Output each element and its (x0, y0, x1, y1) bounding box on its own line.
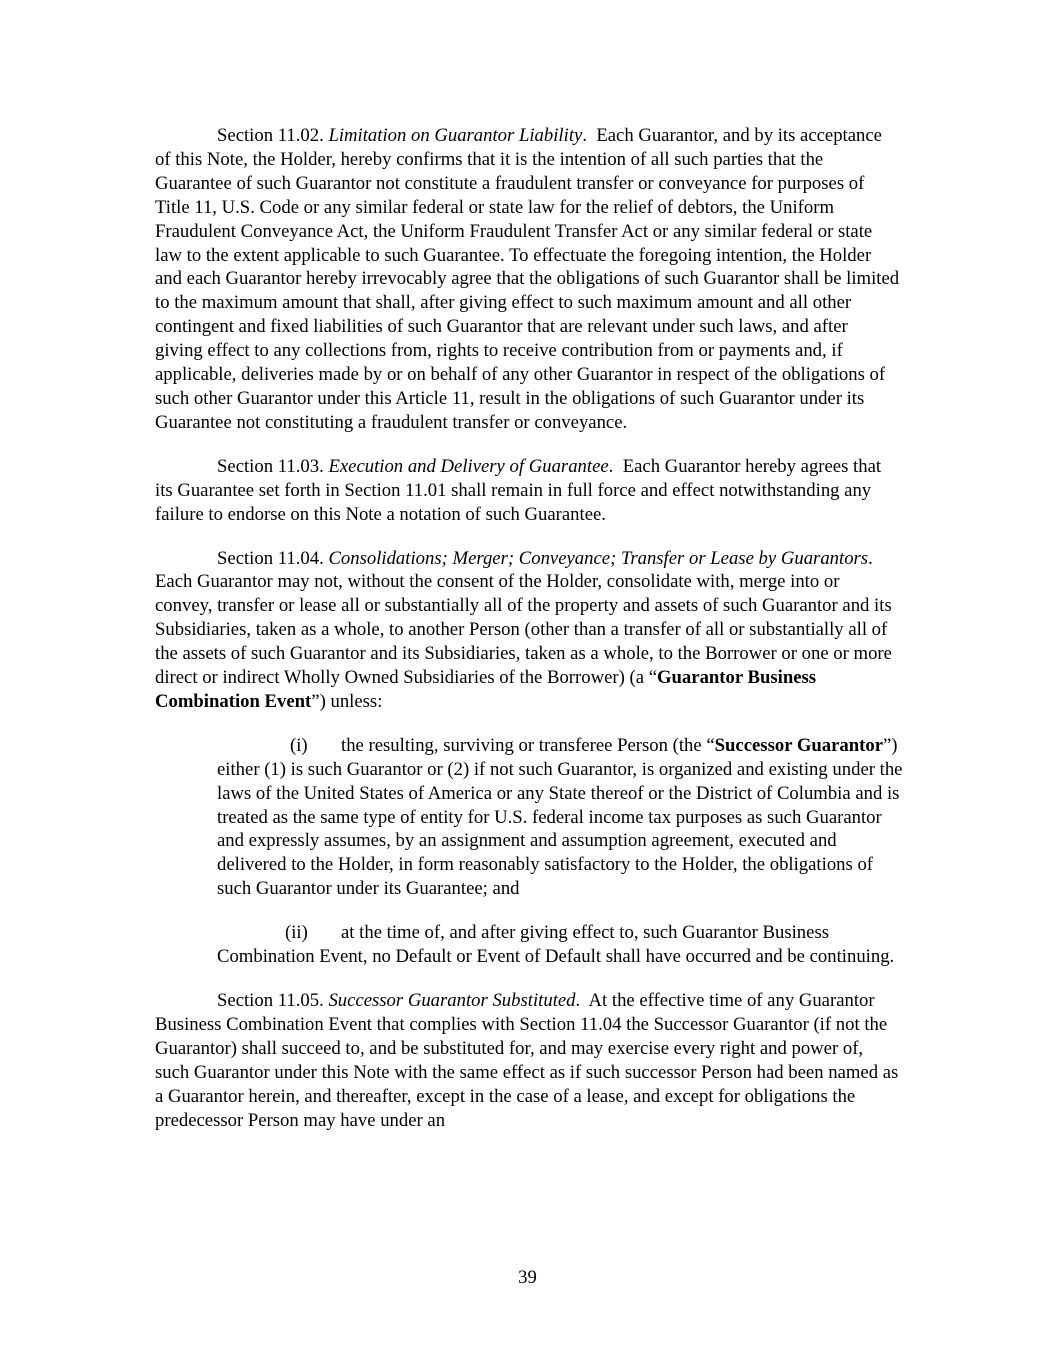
section-11-03: Section 11.03. Execution and Delivery of Guarantee. Each Guarantor hereby agrees that its Guarantee set forth in Section 11.01 shall remain in full force and effect notwithstanding any failure to endorse on this Note a notation of such Guarantee. (155, 455, 882, 525)
section-number: Section 11.02. (217, 125, 324, 146)
section-title: Successor Guarantor Substituted (328, 990, 576, 1011)
section-title: Execution and Delivery of Guarantee (328, 455, 609, 477)
page-number: 39 (518, 1267, 537, 1288)
section-number: Section 11.04. (217, 547, 324, 569)
section-11-05: Section 11.05. Successor Guarantor Substituted. At the effective time of any Guarantor Business Combination Event that complies with Section 11.04 the Successor Guarantor (if not the Guarantor) shall succeed to, and be substituted for, and may exercise every right and power of, such Guarantor under this Note with the same effect as if such successor Person had been named as a Guarantor herein, and thereafter, except in the case of a lease, and except for obligations the predecessor Person may have under an (155, 990, 899, 1131)
section-number: Section 11.05. (217, 990, 324, 1011)
clause-text: at the time of, and after giving effect to, such Guarantor Business Combination Event, no Default or Event of Default shall have occurred and be continuing. (217, 922, 895, 968)
defined-term: Guarantor Business Combination Event (155, 667, 817, 712)
section-body: Each Guarantor, and by its acceptance of this Note, the Holder, hereby confirms that it is the intention of all such parties that the Guarantee of such Guarantor not constitute a fraudulent transfer or conveyance for purposes of Title 11, U.S. Code or any similar federal or state law for the relief of debtors, the Uniform Fraudulent Conveyance Act, the Uniform Fraudulent Transfer Act or any similar federal or state law to the extent applicable to such Guarantee. To effectuate the foregoing intention, the Holder and each Guarantor hereby irrevocably agree that the obligations of such Guarantor shall be limited to the maximum amount that shall, after giving effect to such maximum amount and all other contingent and fixed liabilities of such Guarantor that are relevant under such laws, and after giving effect to any collections from, rights to receive contribution from or payments and, if applicable, deliveries made by or on behalf of any other Guarantor in respect of the obligations of such other Guarantor under this Article 11, result in the obligations of such Guarantor under its Guarantee not constituting a fraudulent transfer or conveyance. (155, 125, 900, 433)
clause-text-end: ”) either (1) is such Guarantor or (2) if not such Guarantor, is organized and existing under the laws of the United States of America or any State thereof or the District of Columbia and is treated as the same type of entity for U.S. federal income tax purposes as such Guarantor and expressly assumes, by an assignment and assumption agreement, executed and delivered to the Holder, in form reasonably satisfactory to the Holder, the obligations of such Guarantor under its Guarantee; and (217, 734, 903, 900)
section-body: At the effective time of any Guarantor Business Combination Event that complies with Section 11.04 the Successor Guarantor (if not the Guarantor) shall succeed to, and be substituted for, and may exercise every right and power of, such Guarantor under this Note with the same effect as if such successor Person had been named as a Guarantor herein, and thereafter, except in the case of a lease, and except for obligations the predecessor Person may have under an (155, 990, 899, 1131)
document-page (155, 124, 903, 1152)
clause-i (217, 734, 907, 901)
clause-label: (i) (290, 734, 308, 756)
section-title: Limitation on Guarantor Liability (328, 125, 583, 146)
defined-term: Successor Guarantor (714, 734, 883, 756)
section-body-end: ”) unless: (311, 690, 383, 712)
clause-text: the resulting, surviving or transferee Person (the “ (341, 734, 715, 756)
section-body: Each Guarantor hereby agrees that its Guarantee set forth in Section 11.01 shall remain in full force and effect notwithstanding any failure to endorse on this Note a notation of such Guarantee. (155, 455, 882, 525)
section-number: Section 11.03. (217, 455, 324, 477)
section-title: Consolidations; Merger; Conveyance; Transfer or Lease by Guarantors (328, 547, 869, 569)
clause-label: (ii) (285, 922, 308, 944)
section-11-02: Section 11.02. Limitation on Guarantor Liability. Each Guarantor, and by its acceptance of this Note, the Holder, hereby confirms that it is the intention of all such parties that the Guarantee of such Guarantor not constitute a fraudulent transfer or conveyance for purposes of Title 11, U.S. Code or any similar federal or state law for the relief of debtors, the Uniform Fraudulent Conveyance Act, the Uniform Fraudulent Transfer Act or any similar federal or state law to the extent applicable to such Guarantee. To effectuate the foregoing intention, the Holder and each Guarantor hereby irrevocably agree that the obligations of such Guarantor shall be limited to the maximum amount that shall, after giving effect to such maximum amount and all other contingent and fixed liabilities of such Guarantor that are relevant under such laws, and after giving effect to any collections from, rights to receive contribution from or payments and, if applicable, deliveries made by or on behalf of any other Guarantor in respect of the obligations of such other Guarantor under this Article 11, result in the obligations of such Guarantor under its Guarantee not constituting a fraudulent transfer or conveyance. (155, 125, 900, 433)
section-body: Each Guarantor may not, without the consent of the Holder, consolidate with, merge into or convey, transfer or lease all or substantially all of the property and assets of such Guarantor and its Subsidiaries, taken as a whole, to another Person (other than a transfer of all or substantially all of the assets of such Guarantor and its Subsidiaries, taken as a whole, to the Borrower or one or more direct or indirect Wholly Owned Subsidiaries of the Borrower) (a “ (155, 571, 892, 689)
section-11-04: Section 11.04. Consolidations; Merger; Conveyance; Transfer or Lease by Guarantors. Each Guarantor may not, without the consent of the Holder, consolidate with, merge into or convey, transfer or lease all or substantially all of the property and assets of such Guarantor and its Subsidiaries, taken as a whole, to another Person (other than a transfer of all or substantially all of the assets of such Guarantor and its Subsidiaries, taken as a whole, to the Borrower or one or more direct or indirect Wholly Owned Subsidiaries of the Borrower) (a “Guarantor Business Combination Event”) unless: (155, 547, 892, 712)
clause-ii (217, 921, 907, 969)
